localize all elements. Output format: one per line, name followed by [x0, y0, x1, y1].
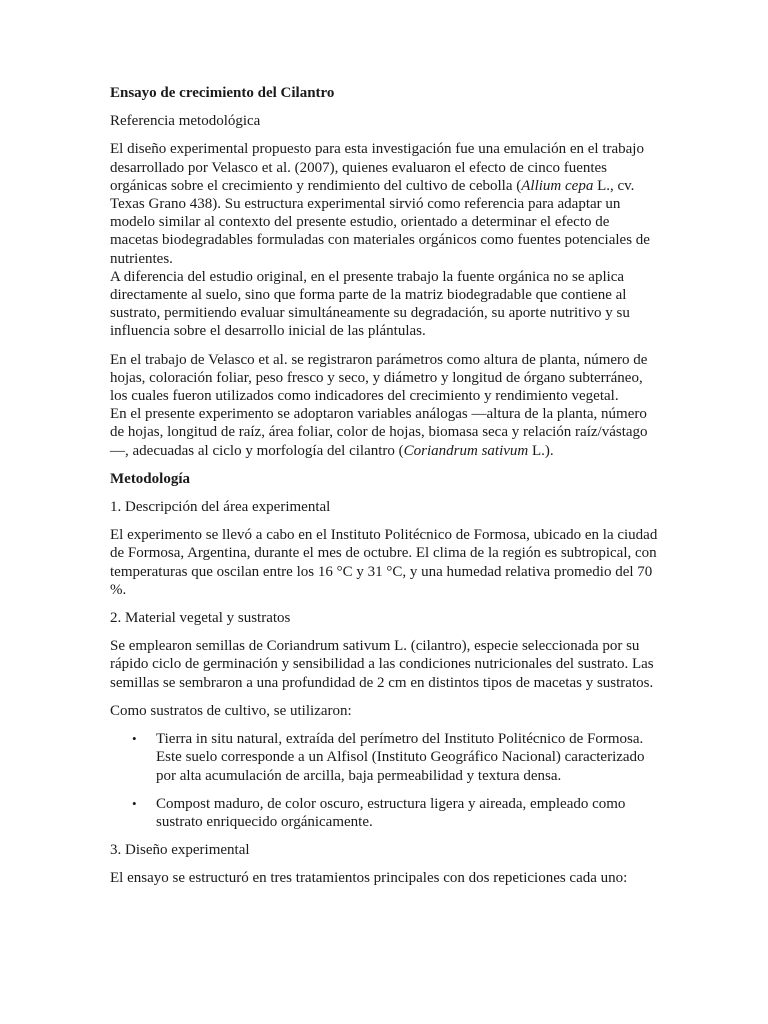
- paragraph-text: En el presente experimento se adoptaron variables análogas —altura de la planta, número de hojas, longitud de raíz, área foliar, color de hojas, biomasa seca y relación raíz/vástago—, adecuadas al ciclo y morfología del cilantro (: [110, 406, 648, 459]
- paragraph-text: A diferencia del estudio original, en el presente trabajo la fuente orgánica no se aplica directamente al suelo, sino que forma parte de la matriz biodegradable que contiene al sustrato, permitiendo evaluar simultáneamente su degradación, su aporte nutritivo y su influencia sobre el desarrollo inicial de las plántulas.: [110, 268, 630, 340]
- paragraph-parameters: [110, 351, 658, 460]
- methodology-heading: Metodología: [110, 470, 190, 487]
- section-1-heading: 1. Descripción del área experimental: [110, 499, 331, 516]
- section-2-intro: Como sustratos de cultivo, se utilizaron:: [110, 702, 352, 719]
- paragraph-reference: [110, 140, 658, 340]
- substrate-list: [110, 730, 658, 831]
- document-subtitle: Referencia metodológica: [110, 113, 261, 130]
- species-name: Allium cepa: [521, 177, 594, 194]
- list-item: [110, 795, 658, 831]
- paragraph-text: L., cv. Texas Grano 438). Su estructura experimental sirvió como referencia para adaptar un modelo similar al contexto del presente estudio, orientado a determinar el efecto de macetas biodegradables formuladas con materiales orgánicos como fuentes potenciales de nutrientes.: [110, 177, 650, 267]
- bullet-icon: •: [132, 731, 137, 747]
- section-2-heading: 2. Material vegetal y sustratos: [110, 610, 291, 627]
- paragraph-text: L.).: [528, 442, 554, 459]
- paragraph-text: En el trabajo de Velasco et al. se registraron parámetros como altura de planta, número de hojas, coloración foliar, peso fresco y seco, y diámetro y longitud de órgano subterráneo, los cuales fueron utilizados como indicadores del crecimiento y rendimiento vegetal.: [110, 351, 648, 405]
- paragraph-text: El diseño experimental propuesto para esta investigación fue una emulación en el trabajo desarrollado por Velasco et al. (2007), quienes evaluaron el efecto de cinco fuentes orgánicas sobre el crecimiento y rendimiento del cultivo de cebolla (: [110, 141, 644, 194]
- list-item: [110, 730, 658, 785]
- document-title: Ensayo de crecimiento del Cilantro: [110, 85, 335, 101]
- section-2-text: Se emplearon semillas de Coriandrum sativum L. (cilantro), especie seleccionada por su rápido ciclo de germinación y sensibilidad a las condiciones nutricionales del sustrato. Las semillas se sembraron a una profundidad de 2 cm en distintos tipos de macetas y sustratos.: [110, 638, 654, 691]
- section-1-text: El experimento se llevó a cabo en el Instituto Politécnico de Formosa, ubicado en la ciudad de Formosa, Argentina, durante el mes de octubre. El clima de la región es subtropical, con temperaturas que oscilan entre los 16 °C y 31 °C, y una humedad relativa promedio del 70 %.: [110, 527, 658, 598]
- document-page: [110, 84, 658, 898]
- list-item-text: Compost maduro, de color oscuro, estructura ligera y aireada, empleado como sustrato enriquecido orgánicamente.: [156, 795, 626, 830]
- species-name: Coriandrum sativum: [403, 442, 529, 459]
- list-item-text: Tierra in situ natural, extraída del perímetro del Instituto Politécnico de Formosa. Este suelo corresponde a un Alfisol (Instituto Geográfico Nacional) caracterizado por alta acumulación de arcilla, baja permeabilidad y textura densa.: [156, 731, 645, 784]
- section-3-text: El ensayo se estructuró en tres tratamientos principales con dos repeticiones cada uno:: [110, 870, 628, 887]
- section-3-heading: 3. Diseño experimental: [110, 842, 250, 859]
- bullet-icon: •: [132, 795, 137, 811]
